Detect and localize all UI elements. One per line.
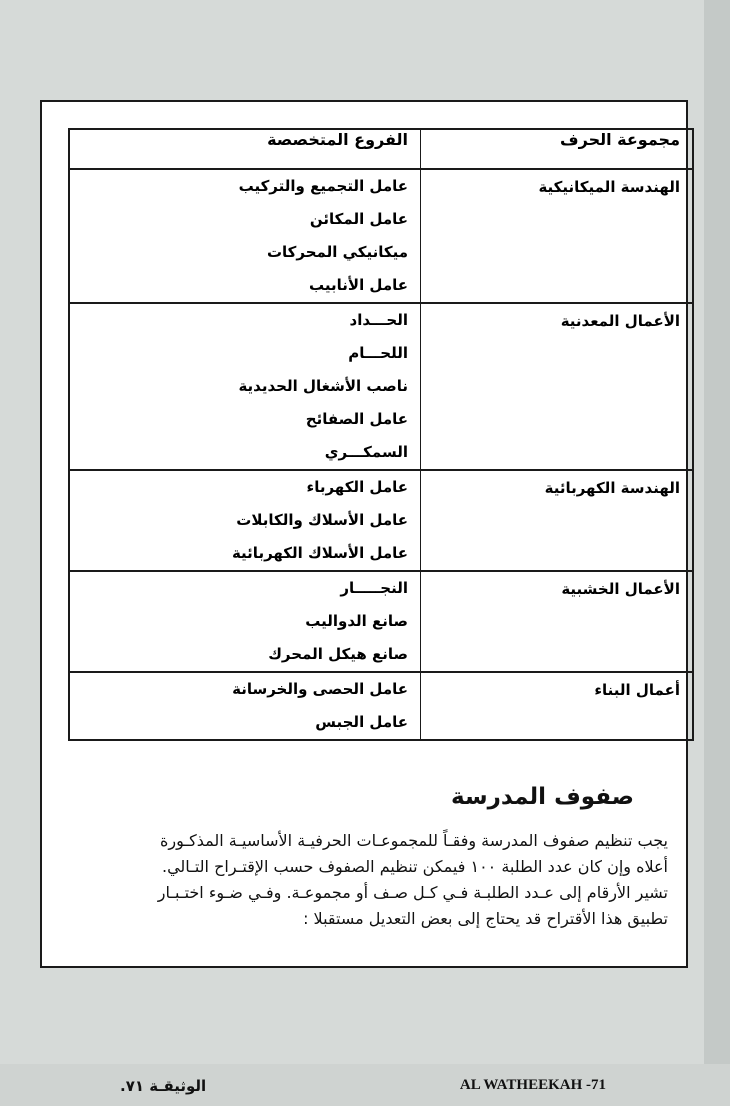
branch-item: صانع هيكل المحرك	[268, 645, 408, 663]
branches-cell	[69, 169, 421, 303]
page-bottom-strip	[0, 1064, 730, 1106]
table-header-row	[69, 129, 693, 169]
craft-group-cell: الأعمال المعدنية	[421, 303, 694, 470]
branches-cell	[69, 470, 421, 571]
header-group: مجموعة الحرف	[421, 129, 694, 169]
branch-item: ناصب الأشغال الحديدية	[238, 377, 408, 395]
branch-item: الحـــداد	[349, 311, 408, 329]
branches-cell	[69, 672, 421, 740]
crafts-table	[68, 128, 694, 741]
footer-page-number-arabic: الوثيقـة ٧١.	[120, 1077, 207, 1095]
table-row	[69, 470, 693, 571]
table-row	[69, 169, 693, 303]
paragraph-line: تشير الأرقام إلى عـدد الطلبـة فـي كـل صـف أو مجموعـة. وفـي ضـوء اختـبـار	[157, 883, 668, 902]
branches-cell	[69, 303, 421, 470]
footer-page-number-latin: AL WATHEEKAH -71	[459, 1077, 606, 1093]
table-body	[69, 169, 693, 740]
branch-item: عامل الصفائح	[305, 410, 408, 428]
table-row	[69, 303, 693, 470]
branch-item: عامل الجبس	[315, 713, 408, 731]
craft-group-cell: الهندسة الكهربائية	[421, 470, 694, 571]
branch-item: السمكـــري	[324, 443, 408, 461]
table-row	[69, 571, 693, 672]
page-edge-strip	[704, 0, 730, 1106]
branch-item: عامل الأنابيب	[309, 276, 408, 294]
branch-item: اللحـــام	[348, 344, 408, 362]
branch-item: عامل الكهرباء	[306, 478, 408, 496]
document-page	[40, 100, 688, 1095]
header-branches: الفروع المتخصصة	[69, 129, 421, 169]
craft-group-cell: الأعمال الخشبية	[421, 571, 694, 672]
craft-group-cell: الهندسة الميكانيكية	[421, 169, 694, 303]
branch-item: عامل التجميع والتركيب	[238, 177, 408, 195]
branch-item: صانع الدواليب	[305, 612, 408, 630]
branch-item: عامل الحصى والخرسانة	[232, 680, 408, 698]
section-heading: صفوف المدرسة	[451, 784, 634, 810]
branch-item: النجـــــار	[340, 579, 408, 597]
branches-cell	[69, 571, 421, 672]
body-paragraph	[66, 828, 668, 932]
paragraph-line: أعلاه وإن كان عدد الطلبة ١٠٠ فيمكن تنظيم الصفوف حسب الإقتـراح التـالي.	[161, 857, 668, 876]
paragraph-line: تطبيق هذا الأقتراح قد يحتاج إلى بعض التعديل مستقبلا :	[303, 909, 668, 928]
table-row	[69, 672, 693, 740]
branch-item: عامل المكائن	[309, 210, 408, 228]
craft-group-cell: أعمال البناء	[421, 672, 694, 740]
branch-item: ميكانيكي المحركات	[266, 243, 408, 261]
branch-item: عامل الأسلاك والكابلات	[236, 511, 408, 529]
paragraph-line: يجب تنظيم صفوف المدرسة وفقـاً للمجموعـات الحرفيـة الأساسيـة المذكـورة	[160, 831, 668, 850]
branch-item: عامل الأسلاك الكهربائية	[231, 544, 408, 562]
